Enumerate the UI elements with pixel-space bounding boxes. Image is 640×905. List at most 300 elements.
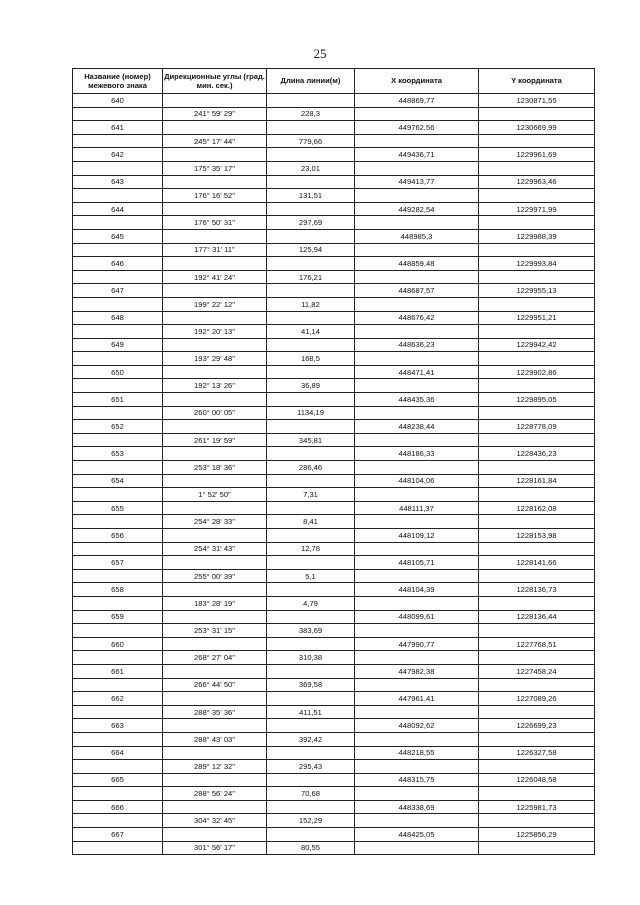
empty-cell	[73, 841, 163, 855]
x-coordinate-cell: 448471,41	[355, 365, 479, 379]
empty-cell	[355, 216, 479, 230]
empty-cell	[163, 420, 267, 434]
point-name-cell: 641	[73, 121, 163, 135]
x-coordinate-cell: 448859,48	[355, 257, 479, 271]
empty-cell	[73, 488, 163, 502]
y-coordinate-cell: 1228136,73	[479, 583, 595, 597]
empty-cell	[163, 664, 267, 678]
point-name-cell: 654	[73, 474, 163, 488]
empty-cell	[267, 284, 355, 298]
empty-cell	[163, 94, 267, 108]
empty-cell	[73, 624, 163, 638]
empty-cell	[355, 134, 479, 148]
direction-angle-cell: 260° 00' 05"	[163, 406, 267, 420]
segment-row	[73, 542, 595, 556]
empty-cell	[479, 651, 595, 665]
x-coordinate-cell: 448869,77	[355, 94, 479, 108]
x-coordinate-cell: 447961,41	[355, 692, 479, 706]
y-coordinate-cell: 1226699,23	[479, 719, 595, 733]
empty-cell	[479, 787, 595, 801]
direction-angle-cell: 199° 22' 12"	[163, 297, 267, 311]
empty-cell	[355, 624, 479, 638]
segment-row	[73, 134, 595, 148]
segment-row	[73, 189, 595, 203]
point-row	[73, 746, 595, 760]
header-direction-angle: Дирекционные углы (град. мин. сек.)	[163, 69, 267, 94]
x-coordinate-cell: 448105,71	[355, 556, 479, 570]
direction-angle-cell: 254° 28' 33"	[163, 515, 267, 529]
segment-row	[73, 243, 595, 257]
point-name-cell: 656	[73, 529, 163, 543]
point-name-cell: 649	[73, 338, 163, 352]
empty-cell	[73, 379, 163, 393]
empty-cell	[267, 393, 355, 407]
x-coordinate-cell: 448636,23	[355, 338, 479, 352]
y-coordinate-cell: 1229963,46	[479, 175, 595, 189]
empty-cell	[267, 556, 355, 570]
point-name-cell: 652	[73, 420, 163, 434]
line-length-cell: 80,55	[267, 841, 355, 855]
empty-cell	[163, 556, 267, 570]
empty-cell	[163, 692, 267, 706]
segment-row	[73, 297, 595, 311]
point-row	[73, 692, 595, 706]
segment-row	[73, 325, 595, 339]
empty-cell	[355, 760, 479, 774]
empty-cell	[163, 202, 267, 216]
point-name-cell: 663	[73, 719, 163, 733]
line-length-cell: 779,66	[267, 134, 355, 148]
empty-cell	[355, 461, 479, 475]
y-coordinate-cell: 1228436,23	[479, 447, 595, 461]
y-coordinate-cell: 1230871,55	[479, 94, 595, 108]
point-name-cell: 666	[73, 800, 163, 814]
direction-angle-cell: 289° 12' 32"	[163, 760, 267, 774]
empty-cell	[355, 841, 479, 855]
empty-cell	[163, 610, 267, 624]
x-coordinate-cell: 448218,55	[355, 746, 479, 760]
segment-row	[73, 515, 595, 529]
direction-angle-cell: 304° 32' 45"	[163, 814, 267, 828]
empty-cell	[479, 379, 595, 393]
empty-cell	[479, 325, 595, 339]
empty-cell	[73, 161, 163, 175]
direction-angle-cell: 192° 13' 26"	[163, 379, 267, 393]
empty-cell	[479, 161, 595, 175]
direction-angle-cell: 255° 00' 39"	[163, 569, 267, 583]
empty-cell	[479, 216, 595, 230]
x-coordinate-cell: 448435,36	[355, 393, 479, 407]
empty-cell	[163, 284, 267, 298]
point-row	[73, 257, 595, 271]
empty-cell	[479, 243, 595, 257]
y-coordinate-cell: 1228162,08	[479, 501, 595, 515]
line-length-cell: 369,58	[267, 678, 355, 692]
line-length-cell: 168,5	[267, 352, 355, 366]
segment-row	[73, 270, 595, 284]
direction-angle-cell: 176° 16' 52"	[163, 189, 267, 203]
empty-cell	[73, 107, 163, 121]
point-row	[73, 583, 595, 597]
empty-cell	[355, 705, 479, 719]
empty-cell	[479, 841, 595, 855]
empty-cell	[355, 352, 479, 366]
direction-angle-cell: 183° 28' 19"	[163, 596, 267, 610]
x-coordinate-cell: 448099,61	[355, 610, 479, 624]
point-row	[73, 94, 595, 108]
direction-angle-cell: 288° 35' 36"	[163, 705, 267, 719]
empty-cell	[479, 624, 595, 638]
line-length-cell: 228,3	[267, 107, 355, 121]
point-name-cell: 646	[73, 257, 163, 271]
empty-cell	[479, 406, 595, 420]
x-coordinate-cell: 448104,39	[355, 583, 479, 597]
y-coordinate-cell: 1229942,42	[479, 338, 595, 352]
x-coordinate-cell: 449762,56	[355, 121, 479, 135]
empty-cell	[267, 692, 355, 706]
line-length-cell: 411,51	[267, 705, 355, 719]
point-row	[73, 529, 595, 543]
empty-cell	[163, 447, 267, 461]
empty-cell	[355, 433, 479, 447]
table-header-row	[73, 69, 595, 94]
point-name-cell: 657	[73, 556, 163, 570]
empty-cell	[267, 501, 355, 515]
point-row	[73, 420, 595, 434]
x-coordinate-cell: 447990,77	[355, 637, 479, 651]
y-coordinate-cell: 1227458,24	[479, 664, 595, 678]
empty-cell	[163, 529, 267, 543]
empty-cell	[267, 474, 355, 488]
point-name-cell: 643	[73, 175, 163, 189]
empty-cell	[163, 257, 267, 271]
y-coordinate-cell: 1229902,86	[479, 365, 595, 379]
direction-angle-cell: 177° 31' 11"	[163, 243, 267, 257]
empty-cell	[163, 121, 267, 135]
empty-cell	[73, 515, 163, 529]
empty-cell	[73, 297, 163, 311]
y-coordinate-cell: 1229988,39	[479, 229, 595, 243]
empty-cell	[355, 270, 479, 284]
point-row	[73, 800, 595, 814]
y-coordinate-cell: 1227089,26	[479, 692, 595, 706]
page-number: 25	[313, 46, 327, 61]
line-length-cell: 7,31	[267, 488, 355, 502]
segment-row	[73, 488, 595, 502]
x-coordinate-cell: 448104,06	[355, 474, 479, 488]
empty-cell	[479, 189, 595, 203]
empty-cell	[267, 420, 355, 434]
empty-cell	[479, 814, 595, 828]
direction-angle-cell: 245° 17' 44"	[163, 134, 267, 148]
empty-cell	[73, 433, 163, 447]
empty-cell	[479, 678, 595, 692]
line-length-cell: 41,14	[267, 325, 355, 339]
empty-cell	[267, 202, 355, 216]
x-coordinate-cell: 448425,05	[355, 828, 479, 842]
empty-cell	[479, 297, 595, 311]
empty-cell	[163, 311, 267, 325]
empty-cell	[163, 148, 267, 162]
empty-cell	[73, 651, 163, 665]
empty-cell	[267, 257, 355, 271]
segment-row	[73, 624, 595, 638]
header-point-name: Название (номер) межевого знака	[73, 69, 163, 94]
empty-cell	[355, 515, 479, 529]
empty-cell	[267, 828, 355, 842]
y-coordinate-cell: 1225981,73	[479, 800, 595, 814]
point-row	[73, 393, 595, 407]
empty-cell	[163, 338, 267, 352]
point-name-cell: 660	[73, 637, 163, 651]
line-length-cell: 297,69	[267, 216, 355, 230]
point-name-cell: 653	[73, 447, 163, 461]
x-coordinate-cell: 449282,54	[355, 202, 479, 216]
point-name-cell: 650	[73, 365, 163, 379]
empty-cell	[355, 569, 479, 583]
empty-cell	[163, 637, 267, 651]
empty-cell	[479, 270, 595, 284]
empty-cell	[73, 678, 163, 692]
empty-cell	[163, 800, 267, 814]
empty-cell	[267, 338, 355, 352]
empty-cell	[355, 161, 479, 175]
direction-angle-cell: 241° 59' 29"	[163, 107, 267, 121]
line-length-cell: 131,51	[267, 189, 355, 203]
segment-row	[73, 705, 595, 719]
empty-cell	[267, 447, 355, 461]
x-coordinate-cell: 448186,33	[355, 447, 479, 461]
empty-cell	[355, 243, 479, 257]
point-row	[73, 664, 595, 678]
empty-cell	[163, 773, 267, 787]
empty-cell	[73, 705, 163, 719]
y-coordinate-cell: 1229951,21	[479, 311, 595, 325]
empty-cell	[73, 189, 163, 203]
segment-row	[73, 461, 595, 475]
line-length-cell: 8,41	[267, 515, 355, 529]
empty-cell	[267, 311, 355, 325]
empty-cell	[73, 542, 163, 556]
y-coordinate-cell: 1226327,58	[479, 746, 595, 760]
direction-angle-cell: 288° 43' 03"	[163, 732, 267, 746]
point-row	[73, 148, 595, 162]
empty-cell	[73, 760, 163, 774]
point-name-cell: 640	[73, 94, 163, 108]
point-row	[73, 229, 595, 243]
point-row	[73, 828, 595, 842]
segment-row	[73, 433, 595, 447]
empty-cell	[355, 107, 479, 121]
empty-cell	[163, 393, 267, 407]
point-name-cell: 664	[73, 746, 163, 760]
point-name-cell: 661	[73, 664, 163, 678]
point-name-cell: 658	[73, 583, 163, 597]
empty-cell	[73, 325, 163, 339]
y-coordinate-cell: 1229993,84	[479, 257, 595, 271]
point-name-cell: 651	[73, 393, 163, 407]
empty-cell	[355, 651, 479, 665]
y-coordinate-cell: 1230669,99	[479, 121, 595, 135]
y-coordinate-cell: 1229895,05	[479, 393, 595, 407]
empty-cell	[267, 583, 355, 597]
empty-cell	[73, 787, 163, 801]
empty-cell	[73, 814, 163, 828]
point-row	[73, 719, 595, 733]
empty-cell	[355, 542, 479, 556]
empty-cell	[479, 488, 595, 502]
point-row	[73, 338, 595, 352]
direction-angle-cell: 253° 18' 36"	[163, 461, 267, 475]
y-coordinate-cell: 1228161,84	[479, 474, 595, 488]
empty-cell	[73, 569, 163, 583]
line-length-cell: 345,81	[267, 433, 355, 447]
empty-cell	[267, 121, 355, 135]
line-length-cell: 4,79	[267, 596, 355, 610]
y-coordinate-cell: 1228778,09	[479, 420, 595, 434]
empty-cell	[267, 229, 355, 243]
empty-cell	[479, 760, 595, 774]
segment-row	[73, 814, 595, 828]
empty-cell	[163, 583, 267, 597]
point-row	[73, 773, 595, 787]
x-coordinate-cell: 448338,69	[355, 800, 479, 814]
point-row	[73, 121, 595, 135]
line-length-cell: 70,68	[267, 787, 355, 801]
empty-cell	[73, 461, 163, 475]
line-length-cell: 392,42	[267, 732, 355, 746]
line-length-cell: 1134,19	[267, 406, 355, 420]
x-coordinate-cell: 448985,3	[355, 229, 479, 243]
segment-row	[73, 352, 595, 366]
line-length-cell: 286,46	[267, 461, 355, 475]
empty-cell	[73, 243, 163, 257]
empty-cell	[267, 365, 355, 379]
point-row	[73, 311, 595, 325]
empty-cell	[355, 189, 479, 203]
line-length-cell: 5,1	[267, 569, 355, 583]
point-name-cell: 648	[73, 311, 163, 325]
empty-cell	[73, 134, 163, 148]
empty-cell	[163, 229, 267, 243]
x-coordinate-cell: 448687,57	[355, 284, 479, 298]
empty-cell	[73, 270, 163, 284]
point-name-cell: 659	[73, 610, 163, 624]
empty-cell	[479, 732, 595, 746]
empty-cell	[267, 664, 355, 678]
empty-cell	[163, 828, 267, 842]
empty-cell	[73, 216, 163, 230]
empty-cell	[479, 569, 595, 583]
point-name-cell: 667	[73, 828, 163, 842]
point-name-cell: 642	[73, 148, 163, 162]
empty-cell	[73, 596, 163, 610]
segment-row	[73, 596, 595, 610]
point-name-cell: 665	[73, 773, 163, 787]
point-row	[73, 202, 595, 216]
point-row	[73, 474, 595, 488]
line-length-cell: 295,43	[267, 760, 355, 774]
empty-cell	[355, 732, 479, 746]
line-length-cell: 152,29	[267, 814, 355, 828]
empty-cell	[479, 705, 595, 719]
empty-cell	[267, 746, 355, 760]
segment-row	[73, 732, 595, 746]
segment-row	[73, 678, 595, 692]
empty-cell	[267, 773, 355, 787]
direction-angle-cell: 301° 56' 17"	[163, 841, 267, 855]
empty-cell	[267, 94, 355, 108]
point-name-cell: 644	[73, 202, 163, 216]
empty-cell	[479, 542, 595, 556]
segment-row	[73, 651, 595, 665]
point-name-cell: 647	[73, 284, 163, 298]
empty-cell	[479, 352, 595, 366]
line-length-cell: 383,69	[267, 624, 355, 638]
y-coordinate-cell: 1229971,99	[479, 202, 595, 216]
segment-row	[73, 406, 595, 420]
x-coordinate-cell: 448676,42	[355, 311, 479, 325]
line-length-cell: 36,89	[267, 379, 355, 393]
empty-cell	[267, 610, 355, 624]
y-coordinate-cell: 1228141,66	[479, 556, 595, 570]
empty-cell	[355, 379, 479, 393]
empty-cell	[267, 800, 355, 814]
direction-angle-cell: 288° 56' 24"	[163, 787, 267, 801]
direction-angle-cell: 266° 44' 50"	[163, 678, 267, 692]
point-row	[73, 447, 595, 461]
coordinates-table	[72, 68, 595, 855]
line-length-cell: 310,38	[267, 651, 355, 665]
empty-cell	[355, 596, 479, 610]
empty-cell	[267, 148, 355, 162]
empty-cell	[479, 433, 595, 447]
empty-cell	[267, 529, 355, 543]
point-row	[73, 284, 595, 298]
line-length-cell: 23,01	[267, 161, 355, 175]
x-coordinate-cell: 449413,77	[355, 175, 479, 189]
segment-row	[73, 569, 595, 583]
direction-angle-cell: 253° 31' 15"	[163, 624, 267, 638]
empty-cell	[355, 406, 479, 420]
empty-cell	[73, 732, 163, 746]
direction-angle-cell: 192° 41' 24"	[163, 270, 267, 284]
empty-cell	[479, 515, 595, 529]
point-row	[73, 501, 595, 515]
direction-angle-cell: 1° 52' 50"	[163, 488, 267, 502]
empty-cell	[267, 719, 355, 733]
empty-cell	[163, 501, 267, 515]
y-coordinate-cell: 1226048,58	[479, 773, 595, 787]
y-coordinate-cell: 1227768,51	[479, 637, 595, 651]
y-coordinate-cell: 1228153,98	[479, 529, 595, 543]
direction-angle-cell: 254° 31' 43"	[163, 542, 267, 556]
line-length-cell: 176,21	[267, 270, 355, 284]
direction-angle-cell: 192° 20' 13"	[163, 325, 267, 339]
header-y-coordinate: Y координата	[479, 69, 595, 94]
empty-cell	[73, 352, 163, 366]
x-coordinate-cell: 449436,71	[355, 148, 479, 162]
empty-cell	[355, 678, 479, 692]
empty-cell	[267, 175, 355, 189]
empty-cell	[163, 365, 267, 379]
empty-cell	[355, 814, 479, 828]
y-coordinate-cell: 1229961,69	[479, 148, 595, 162]
x-coordinate-cell: 448111,37	[355, 501, 479, 515]
header-x-coordinate: X координата	[355, 69, 479, 94]
direction-angle-cell: 268° 27' 04"	[163, 651, 267, 665]
direction-angle-cell: 193° 29' 48"	[163, 352, 267, 366]
